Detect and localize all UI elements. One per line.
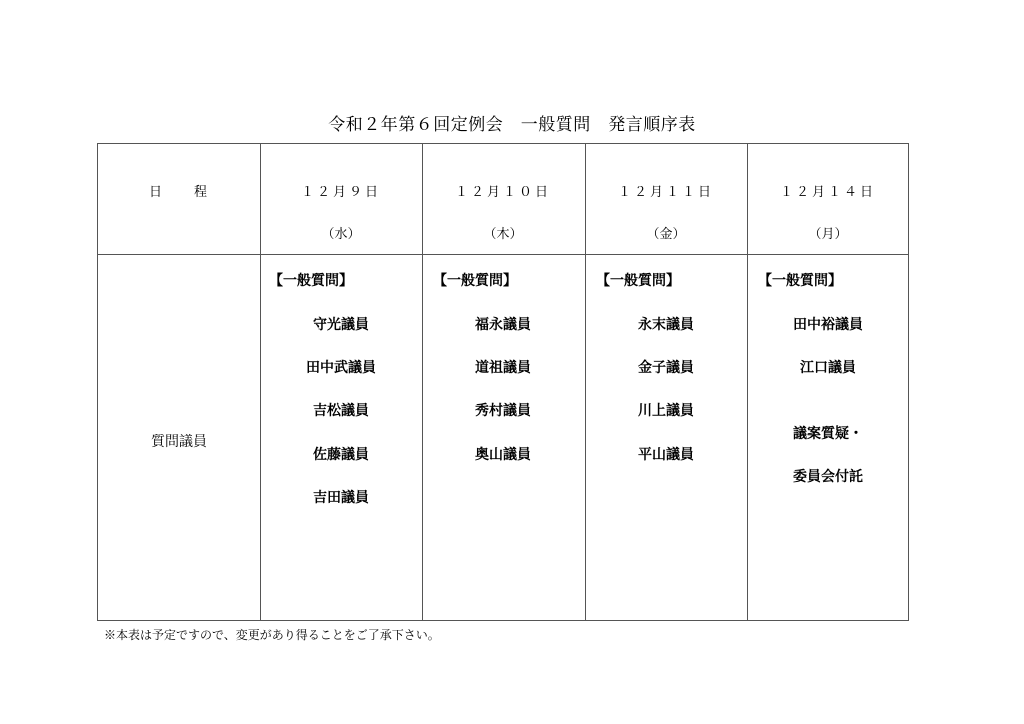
member-name: 金子議員 — [638, 360, 694, 376]
member-name: 奥山議員 — [475, 447, 531, 463]
general-question-heading: 【一般質問】 — [596, 273, 680, 289]
day-2-date: １２月１０日 — [454, 185, 551, 200]
agenda-item: 委員会付託 — [793, 469, 863, 485]
member-name: 秀村議員 — [475, 403, 531, 419]
footnote: ※本表は予定ですので、変更があり得ることをご了承下さい。 — [104, 628, 440, 642]
agenda-item: 議案質疑・ — [793, 426, 863, 442]
day-4-weekday: （月） — [808, 227, 848, 242]
general-question-heading: 【一般質問】 — [269, 273, 353, 289]
column-divider — [585, 144, 586, 620]
member-name: 永末議員 — [638, 317, 694, 333]
member-name: 吉松議員 — [313, 403, 369, 419]
day-3-date: １２月１１日 — [617, 185, 714, 200]
general-question-heading: 【一般質問】 — [758, 273, 842, 289]
member-name: 平山議員 — [638, 447, 694, 463]
member-name: 田中武議員 — [306, 360, 376, 376]
row-divider — [98, 254, 908, 255]
questioner-label: 質問議員 — [151, 434, 207, 450]
column-divider — [260, 144, 261, 620]
day-3-weekday: （金） — [646, 227, 686, 242]
member-name: 田中裕議員 — [793, 317, 863, 333]
member-name: 江口議員 — [800, 360, 856, 376]
schedule-table — [97, 143, 909, 621]
member-name: 佐藤議員 — [313, 447, 369, 463]
member-name: 守光議員 — [313, 317, 369, 333]
page-title: 令和２年第６回定例会 一般質問 発言順序表 — [328, 115, 696, 135]
general-question-heading: 【一般質問】 — [433, 273, 517, 289]
member-name: 吉田議員 — [313, 490, 369, 506]
day-1-date: １２月９日 — [300, 185, 381, 200]
day-1-weekday: （水） — [321, 227, 361, 242]
column-divider — [422, 144, 423, 620]
day-2-weekday: （木） — [483, 227, 523, 242]
member-name: 川上議員 — [638, 403, 694, 419]
schedule-label: 日 程 — [148, 185, 209, 200]
column-divider — [747, 144, 748, 620]
member-name: 道祖議員 — [475, 360, 531, 376]
day-4-date: １２月１４日 — [779, 185, 876, 200]
member-name: 福永議員 — [475, 317, 531, 333]
